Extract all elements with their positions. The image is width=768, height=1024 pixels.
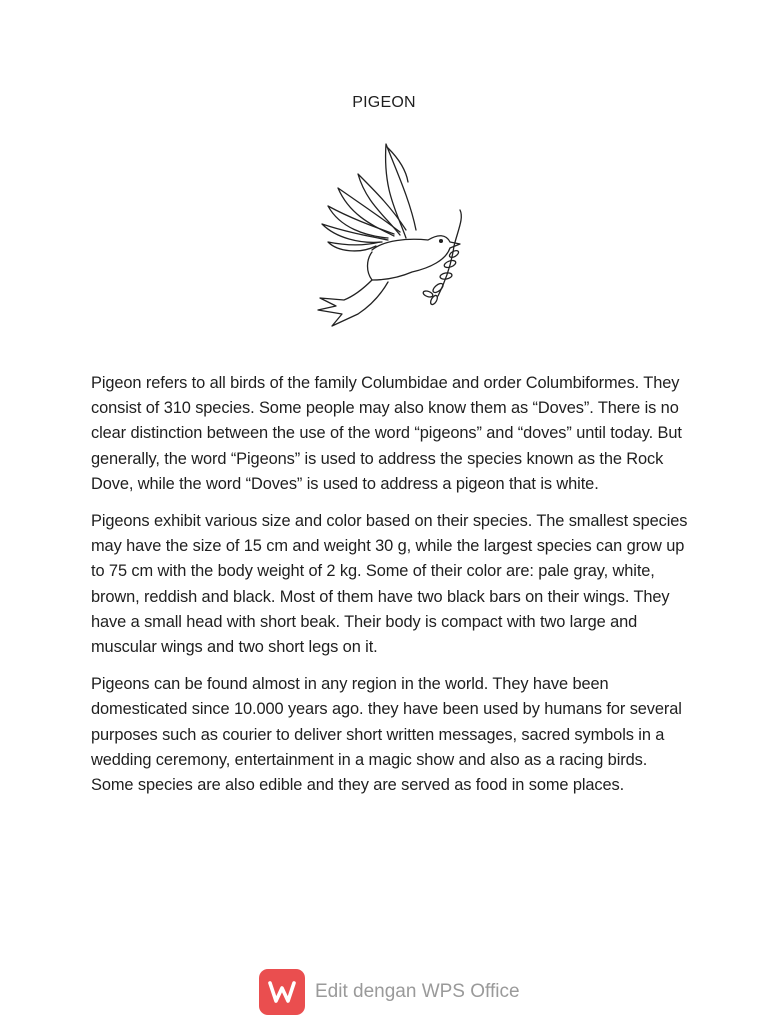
- paragraph-3: Pigeons can be found almost in any region in the world. They have been domesticated since 10.000 years ago. they have been used by humans for several purposes such as courier to deliver short written messages, sacred symbols in a wedding ceremony, entertainment in a magic show and also as a racing birds. Some species are also edible and they are served as food in some places.: [91, 675, 682, 795]
- page-title: PIGEON: [352, 94, 416, 111]
- wps-office-logo-icon: [259, 969, 305, 1015]
- document-body: [91, 371, 691, 810]
- edit-with-wps-banner[interactable]: [259, 968, 520, 1016]
- paragraph-1: Pigeon refers to all birds of the family Columbidae and order Columbiformes. They consist of 310 species. Some people may also know them as “Doves”. There is no clear distinction between the use of the word “pigeons” and “doves” until today. But generally, the word “Pigeons” is used to address the species known as the Rock Dove, while the word “Doves” is used to address a pigeon that is white.: [91, 374, 682, 493]
- edit-with-wps-label[interactable]: Edit dengan WPS Office: [315, 981, 520, 1002]
- dove-with-olive-branch-illustration: [288, 130, 480, 330]
- paragraph-2: Pigeons exhibit various size and color based on their species. The smallest species may have the size of 15 cm and weight 30 g, while the largest species can grow up to 75 cm with the body weight of 2 kg. Some of their color are: pale gray, white, brown, reddish and black. Most of them have two black bars on their wings. They have a small head with short beak. Their body is compact with two large and muscular wings and two short legs on it.: [91, 512, 688, 657]
